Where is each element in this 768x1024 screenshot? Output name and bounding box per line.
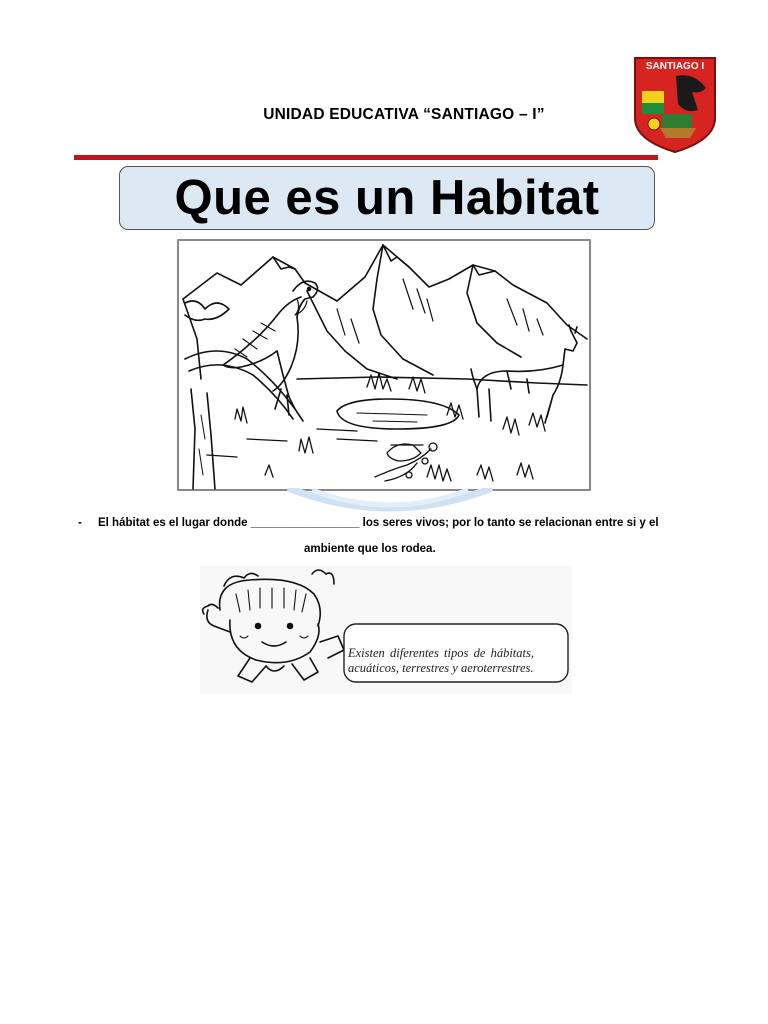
bullet-dash: - — [78, 517, 82, 529]
emblem-text: SANTIAGO I — [645, 61, 705, 72]
speech-bubble-text: Existen diferentes tipos de hábitats, acuáticos, terrestres y aeroterrestres. — [348, 646, 534, 675]
watermark-logo — [282, 488, 498, 518]
school-name: UNIDAD EDUCATIVA “SANTIAGO – I” — [263, 106, 545, 123]
header-divider — [74, 155, 658, 160]
title-banner — [119, 166, 655, 230]
habitat-illustration — [177, 239, 591, 491]
habitat-definition-line-2: ambiente que los rodea. — [304, 543, 436, 555]
habitat-definition-line-1: El hábitat es el lugar donde _________________ los seres vivos; por lo tanto se relacionan entre si y el — [98, 517, 659, 529]
page-title: Que es un Habitat — [174, 171, 600, 225]
school-emblem — [632, 54, 718, 154]
